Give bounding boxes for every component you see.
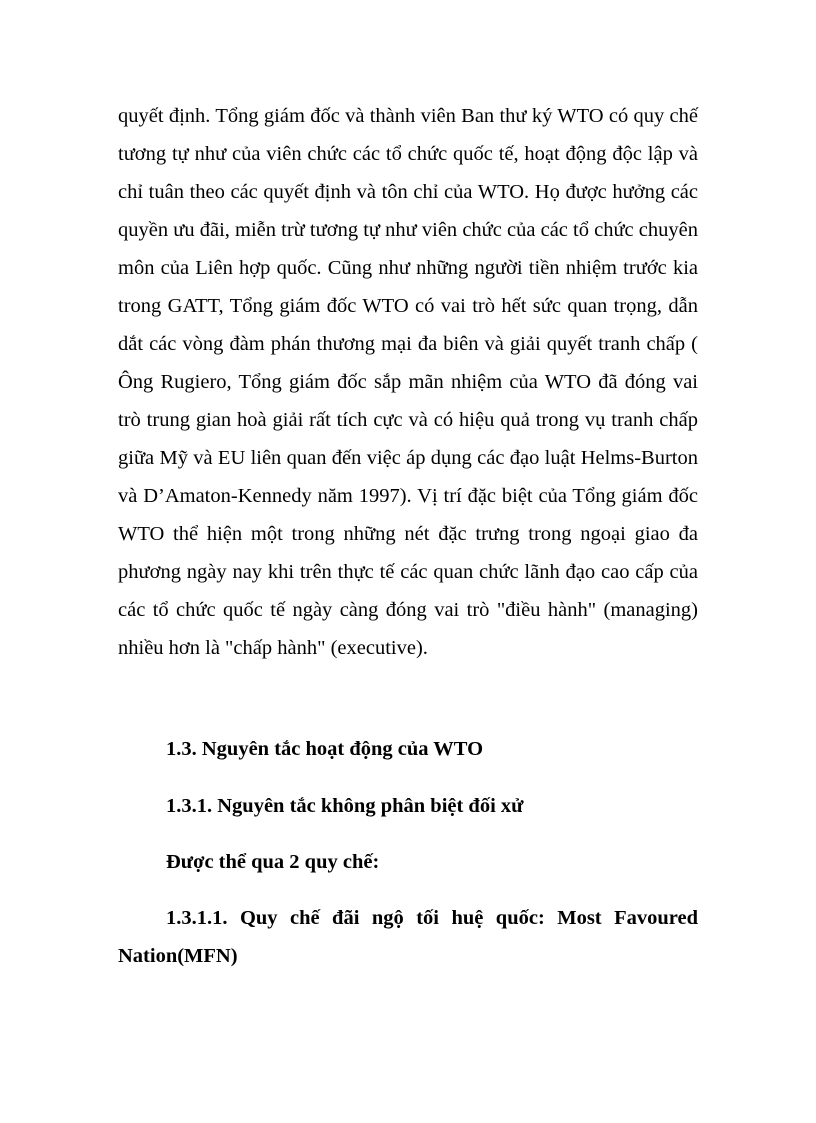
section-heading-1-3-1: 1.3.1. Nguyên tắc không phân biệt đối xử	[166, 795, 524, 817]
section-heading-1-3: 1.3. Nguyên tắc hoạt động của WTO	[166, 738, 484, 760]
subheading-regimes: Được thể qua 2 quy chế:	[166, 851, 380, 873]
section-heading-1-3-1-1: 1.3.1.1. Quy chế đãi ngộ tối huệ quốc: Most Favoured Nation(MFN)	[118, 907, 698, 967]
body-paragraph: quyết định. Tổng giám đốc và thành viên Ban thư ký WTO có quy chế tương tự như của viên chức các tổ chức quốc tế, hoạt động độc lập và chỉ tuân theo các quyết định và tôn chỉ của WTO. Họ được hưởng các quyền ưu đãi, miễn trừ tương tự như viên chức của các tổ chức chuyên môn của Liên hợp quốc. Cũng như những người tiền nhiệm trước kia trong GATT, Tổng giám đốc WTO có vai trò hết sức quan trọng, dẫn dắt các vòng đàm phán thương mại đa biên và giải quyết tranh chấp ( Ông Rugiero, Tổng giám đốc sắp mãn nhiệm của WTO đã đóng vai trò trung gian hoà giải rất tích cực và có hiệu quả trong vụ tranh chấp giữa Mỹ và EU liên quan đến việc áp dụng các đạo luật Helms-Burton và D’Amaton-Kennedy năm 1997). Vị trí đặc biệt của Tổng giám đốc WTO thể hiện một trong những nét đặc trưng trong ngoại giao đa phương ngày nay khi trên thực tế các quan chức lãnh đạo cao cấp của các tổ chức quốc tế ngày càng đóng vai trò "điều hành" (managing) nhiều hơn là "chấp hành" (executive).	[118, 105, 698, 659]
